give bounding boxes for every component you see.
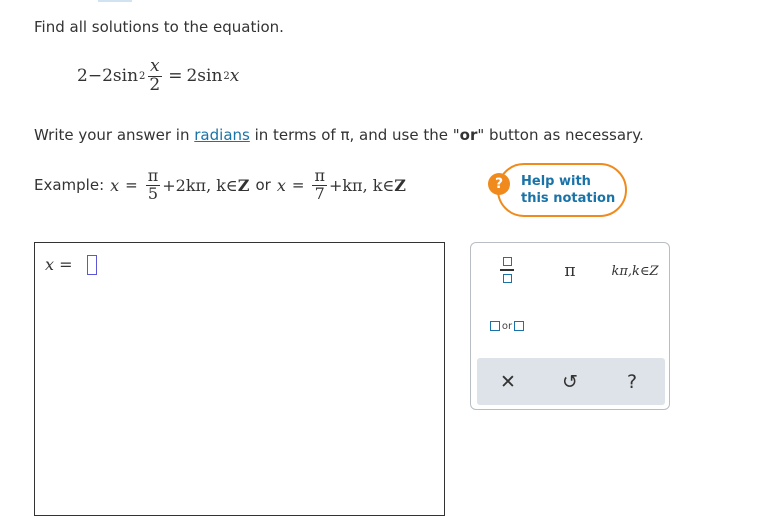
example-or: or <box>255 176 271 195</box>
example-eq-2: = <box>291 176 305 195</box>
fraction-bar <box>500 269 514 271</box>
example-frac-2-den: 7 <box>314 183 325 203</box>
eq-fraction <box>147 58 162 95</box>
equation <box>77 58 239 95</box>
instr-or-bold: or <box>459 126 478 144</box>
or-left-slot <box>490 321 500 331</box>
palette-toolbar <box>477 358 665 405</box>
eq-frac-num: x <box>150 56 160 76</box>
lightbulb-icon: ? <box>488 173 510 195</box>
undo-icon[interactable]: ↺ <box>562 371 578 393</box>
eq-left-const: 2 <box>77 66 88 87</box>
question-prompt: Find all solutions to the equation. <box>34 18 284 36</box>
eq-rhs-var: x <box>229 66 240 87</box>
example-term-2: +kπ, k∈ <box>328 175 395 195</box>
example-eq: = <box>125 176 138 195</box>
example-Z-1: Z <box>237 175 250 195</box>
eq-sin: sin <box>112 66 139 87</box>
eq-rhs-power: 2 <box>223 70 230 82</box>
answer-cursor-box[interactable] <box>87 255 97 275</box>
eq-equals: = <box>168 66 183 87</box>
fraction-template-icon[interactable] <box>497 255 517 285</box>
example-line <box>34 168 406 203</box>
eq-power: 2 <box>139 70 146 82</box>
instr-text-2: in terms of π, and use the " <box>249 126 460 144</box>
eq-frac-den: 2 <box>149 74 161 95</box>
or-button[interactable] <box>485 316 529 336</box>
eq-coef: 2 <box>102 66 113 87</box>
answer-label: x = <box>45 255 73 274</box>
example-term-1: +2kπ, k∈ <box>162 175 238 195</box>
example-frac-2-num: π <box>314 166 325 185</box>
help-icon[interactable]: ? <box>626 371 638 393</box>
radians-link[interactable]: radians <box>194 126 250 144</box>
eq-rhs: 2sin <box>186 66 223 87</box>
instructions <box>34 126 644 144</box>
help-notation-button[interactable] <box>494 163 627 217</box>
help-line-1: Help with <box>521 174 591 189</box>
math-palette <box>470 242 670 410</box>
example-frac-2 <box>312 168 327 203</box>
kpi-integer-button[interactable]: kπ,k∈Z <box>611 263 659 279</box>
example-frac-1-num: π <box>147 166 159 185</box>
example-frac-1-den: 5 <box>147 183 159 203</box>
clear-icon[interactable]: ✕ <box>500 371 516 393</box>
top-accent-bar <box>98 0 132 2</box>
example-label: Example: <box>34 176 105 195</box>
example-x: x <box>110 175 120 195</box>
help-line-2: this notation <box>521 191 616 206</box>
help-notation-label <box>521 173 615 207</box>
example-x-2: x <box>276 175 286 195</box>
example-Z-2: Z <box>394 175 406 195</box>
or-right-slot <box>514 321 524 331</box>
pi-button[interactable]: π <box>564 261 576 281</box>
eq-minus: − <box>87 66 103 87</box>
or-label: or <box>501 320 513 332</box>
instr-text-1: Write your answer in <box>34 126 195 144</box>
fraction-numerator-slot <box>503 257 512 266</box>
answer-input-area[interactable] <box>34 242 445 516</box>
example-frac-1 <box>146 168 161 203</box>
instr-text-3: " button as necessary. <box>477 126 644 144</box>
fraction-denominator-slot <box>503 274 512 283</box>
